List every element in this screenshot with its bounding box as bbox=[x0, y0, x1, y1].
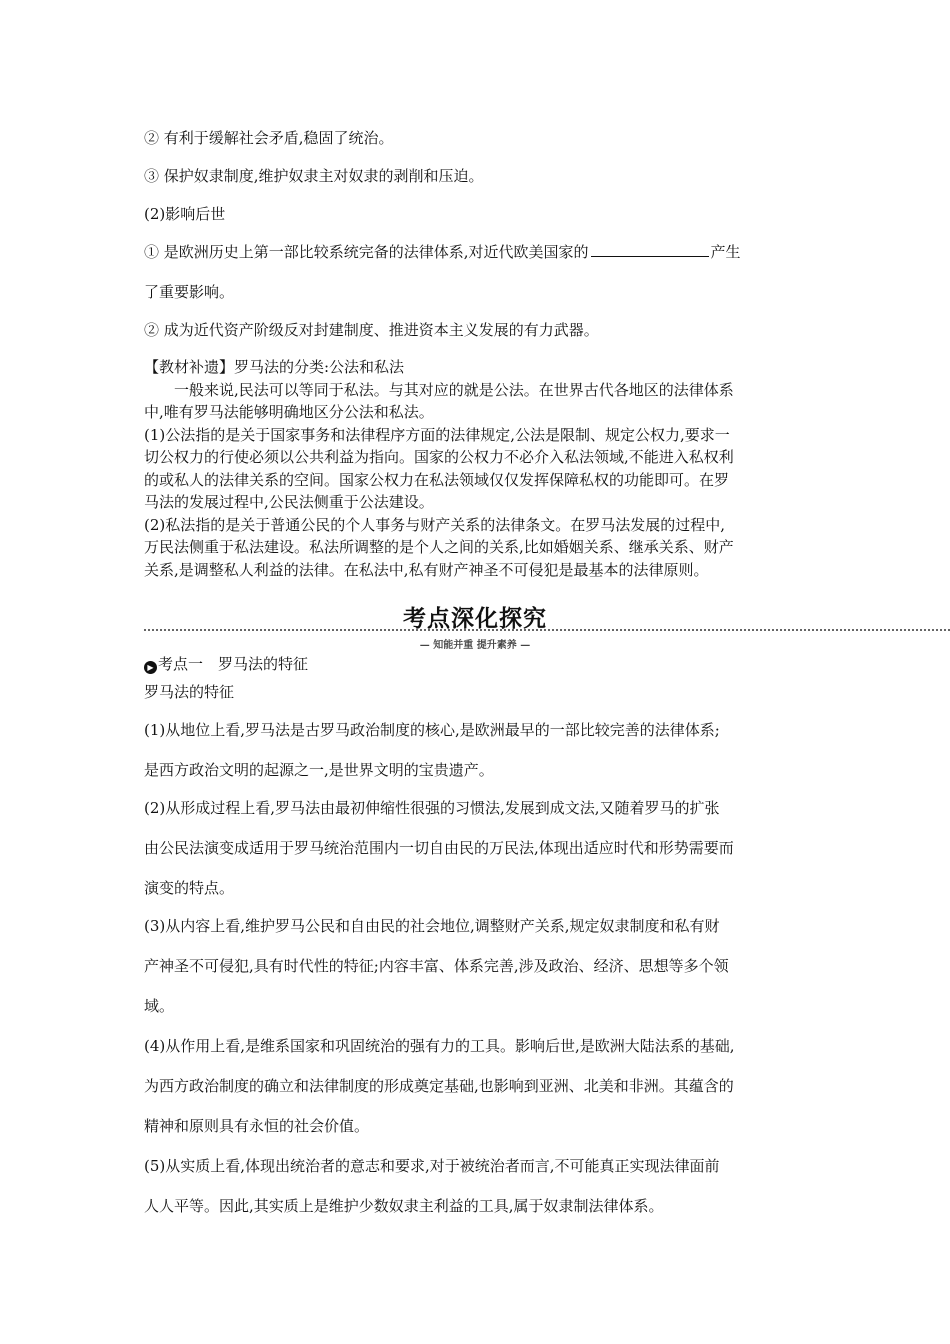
supplement-line: (2)私法指的是关于普通公民的个人事务与财产关系的法律条文。在罗马法发展的过程中, bbox=[144, 515, 726, 534]
kaodian-line: 产神圣不可侵犯,具有时代性的特征;内容丰富、体系完善,涉及政治、经济、思想等多个领 bbox=[144, 957, 729, 975]
kaodian-line: 域。 bbox=[144, 997, 175, 1015]
kaodian-line: 精神和原则具有永恒的社会价值。 bbox=[144, 1117, 370, 1135]
supplement-line: 切公权力的行使必须以公共利益为指向。国家的公权力不必介入私法领域,不能进入私权利 bbox=[144, 448, 734, 466]
section-heading: (2)影响后世 bbox=[144, 205, 226, 223]
fill-in-blank[interactable] bbox=[591, 242, 709, 257]
kaodian-line: (1)从地位上看,罗马法是古罗马政治制度的核心,是欧洲最早的一部比较完善的法律体系; bbox=[144, 721, 720, 739]
supplement-line: 中,唯有罗马法能够明确地区分公法和私法。 bbox=[144, 403, 434, 421]
play-circle-icon: ▶ bbox=[144, 661, 157, 674]
supplement-line: (1)公法指的是关于国家事务和法律程序方面的法律规定,公法是限制、规定公权力,要求一 bbox=[144, 425, 730, 444]
text-line: ② 成为近代资产阶级反对封建制度、推进资本主义发展的有力武器。 bbox=[144, 321, 599, 339]
supplement-line: 万民法侧重于私法建设。私法所调整的是个人之间的关系,比如婚姻关系、继承关系、财产 bbox=[144, 538, 734, 556]
kaodian-heading: 考点一 罗马法的特征 bbox=[158, 655, 309, 673]
kaodian-line: (2)从形成过程上看,罗马法由最初伸缩性很强的习惯法,发展到成文法,又随着罗马的扩张 bbox=[144, 799, 720, 817]
supplement-block bbox=[144, 356, 814, 581]
kaodian-line: 是西方政治文明的起源之一,是世界文明的宝贵遗产。 bbox=[144, 761, 494, 779]
text-line: 了重要影响。 bbox=[144, 283, 235, 301]
text-line-with-blank bbox=[144, 242, 814, 262]
kaodian-line: 人人平等。因此,其实质上是维护少数奴隶主利益的工具,属于奴隶制法律体系。 bbox=[144, 1197, 664, 1215]
banner-subtitle: — 知能并重 提升素养 — bbox=[419, 640, 531, 651]
kaodian-line: 演变的特点。 bbox=[144, 879, 235, 897]
text-segment: 产生 bbox=[710, 243, 741, 261]
supplement-line: 马法的发展过程中,公民法侧重于公法建设。 bbox=[144, 493, 434, 511]
text-line: ② 有利于缓解社会矛盾,稳固了统治。 bbox=[144, 129, 394, 147]
text-segment: ① 是欧洲历史上第一部比较系统完备的法律体系,对近代欧美国家的 bbox=[144, 243, 589, 261]
kaodian-line: 为西方政治制度的确立和法律制度的形成奠定基础,也影响到亚洲、北美和非洲。其蕴含的 bbox=[144, 1077, 734, 1095]
kaodian-heading-row bbox=[144, 654, 814, 674]
kaodian-line: (5)从实质上看,体现出统治者的意志和要求,对于被统治者而言,不可能真正实现法律面前 bbox=[144, 1157, 720, 1175]
kaodian-subheading: 罗马法的特征 bbox=[144, 683, 235, 701]
text-line: ③ 保护奴隶制度,维护奴隶主对奴隶的剥削和压迫。 bbox=[144, 167, 484, 185]
supplement-line: 关系,是调整私人利益的法律。在私法中,私有财产神圣不可侵犯是最基本的法律原则。 bbox=[144, 560, 709, 579]
dotted-divider bbox=[144, 629, 950, 631]
kaodian-line: (3)从内容上看,维护罗马公民和自由民的社会地位,调整财产关系,规定奴隶制度和私有财 bbox=[144, 917, 720, 935]
supplement-title: 【教材补遗】罗马法的分类:公法和私法 bbox=[144, 358, 405, 376]
supplement-line: 一般来说,民法可以等同于私法。与其对应的就是公法。在世界古代各地区的法律体系 bbox=[174, 380, 734, 399]
kaodian-line: 由公民法演变成适用于罗马统治范围内一切自由民的万民法,体现出适应时代和形势需要而 bbox=[144, 839, 734, 857]
kaodian-line: (4)从作用上看,是维系国家和巩固统治的强有力的工具。影响后世,是欧洲大陆法系的基础, bbox=[144, 1037, 735, 1055]
supplement-line: 的或私人的法律关系的空间。国家公权力在私法领域仅仅发挥保障私权的功能即可。在罗 bbox=[144, 470, 730, 489]
banner-title: 考点深化探究 bbox=[403, 606, 547, 632]
